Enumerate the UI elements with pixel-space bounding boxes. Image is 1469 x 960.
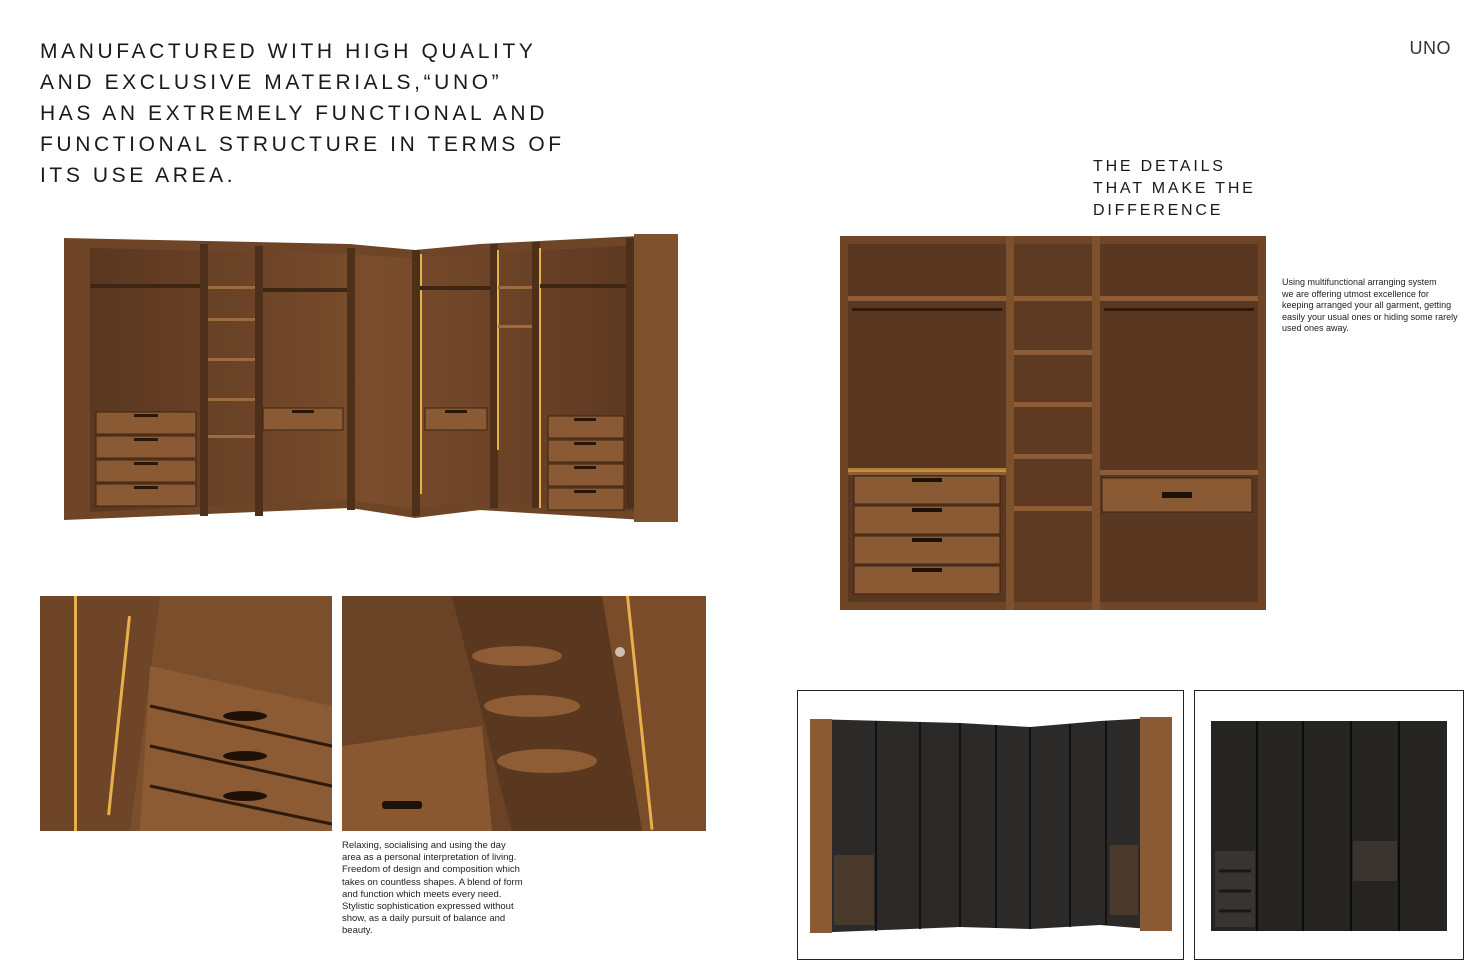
text-line: show, as a daily pursuit of balance and — [342, 913, 506, 925]
text-line: takes on countless shapes. A blend of form — [342, 876, 523, 888]
text-line: Relaxing, socialising and using the day — [342, 840, 506, 851]
details-heading-line: THAT MAKE THE — [1093, 180, 1256, 197]
details-heading — [1093, 156, 1313, 222]
shelf-detail-photo — [342, 596, 706, 831]
text-line: Stylistic sophistication expressed without — [342, 901, 514, 913]
drawer-detail-photo — [40, 596, 332, 831]
living-paragraph — [342, 840, 524, 938]
text-line: Freedom of design and composition which — [342, 864, 520, 876]
details-heading-line: THE DETAILS — [1093, 158, 1226, 175]
headline-line: MANUFACTURED WITH HIGH QUALITY — [40, 40, 537, 63]
headline — [40, 36, 640, 191]
text-line: keeping arranged your all garment, getting — [1282, 300, 1452, 310]
text-line: and function which meets every need. — [342, 888, 502, 900]
glass-straight-wardrobe-frame — [1194, 690, 1464, 960]
text-line: we are offering utmost excellence for — [1282, 288, 1429, 299]
text-line: easily your usual ones or hiding some rarely — [1282, 311, 1458, 322]
details-description — [1282, 277, 1466, 335]
text-line: area as a personal interpretation of living. — [342, 852, 517, 864]
headline-line: FUNCTIONAL STRUCTURE IN TERMS OF — [40, 133, 565, 156]
corner-wardrobe-photo — [60, 230, 682, 530]
brand-label: UNO — [1409, 38, 1451, 58]
text-line: Using multifunctional arranging system — [1282, 277, 1437, 287]
glass-corner-wardrobe-frame — [797, 690, 1184, 960]
straight-wardrobe-photo — [840, 236, 1266, 610]
headline-line: AND EXCLUSIVE MATERIALS,“UNO” — [40, 71, 503, 94]
headline-line: ITS USE AREA. — [40, 164, 237, 187]
glass-straight-wardrobe-photo — [1211, 721, 1447, 931]
text-line: used ones away. — [1282, 323, 1349, 333]
glass-corner-wardrobe-photo — [810, 715, 1172, 935]
text-line: beauty. — [342, 925, 373, 937]
details-heading-line: DIFFERENCE — [1093, 202, 1224, 219]
headline-line: HAS AN EXTREMELY FUNCTIONAL AND — [40, 102, 548, 125]
